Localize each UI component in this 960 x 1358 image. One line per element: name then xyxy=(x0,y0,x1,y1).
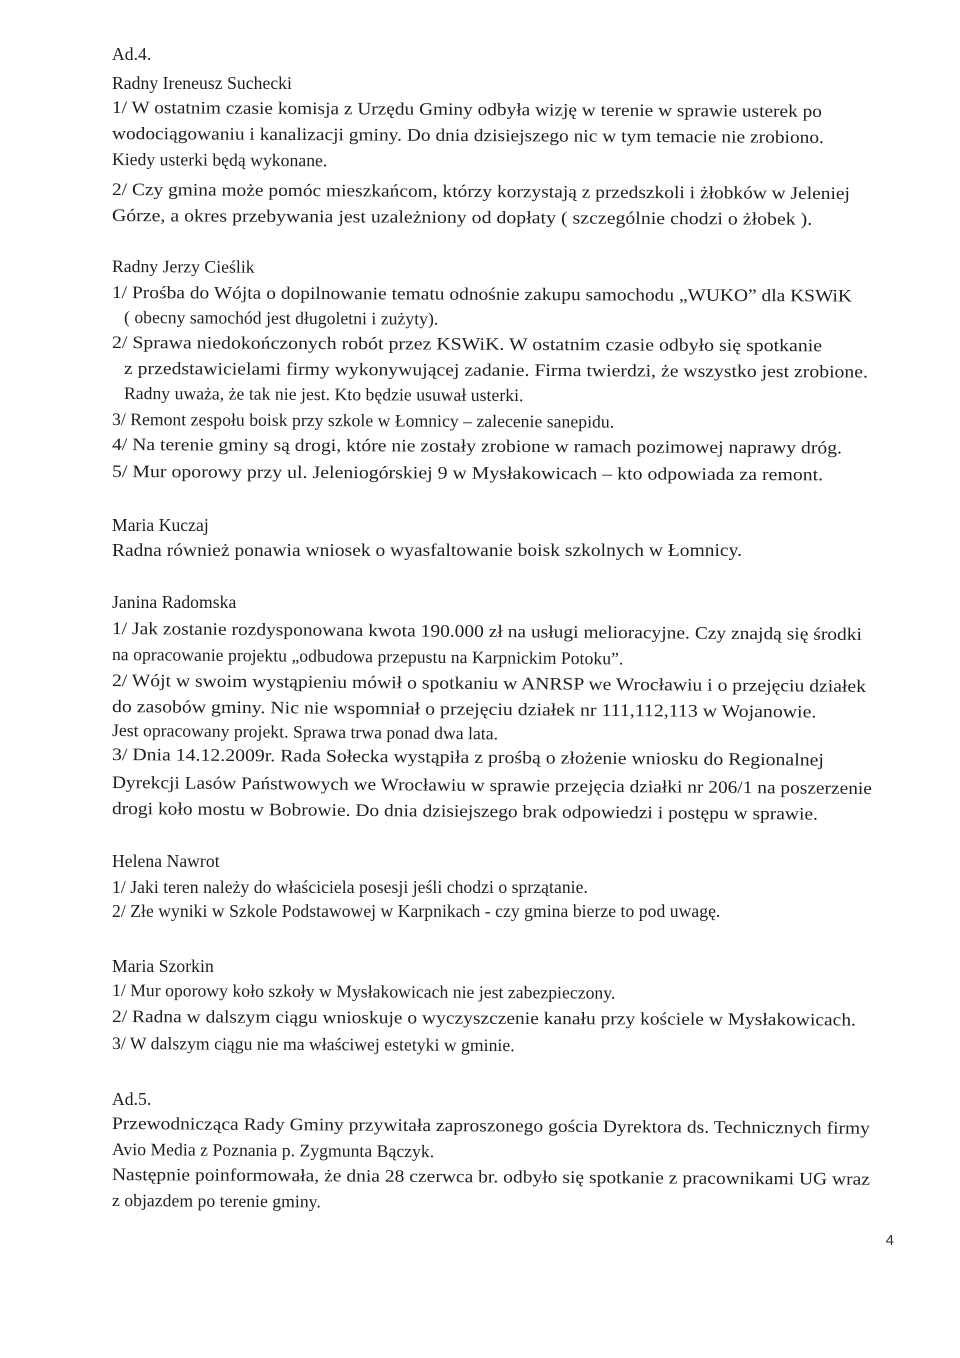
councillor-name: Radny Ireneusz Suchecki xyxy=(112,73,292,93)
text-line: 1/ Prośba do Wójta o dopilnowanie tematu odnośnie zakupu samochodu „WUKO” dla KSWiK xyxy=(111,282,853,306)
text-line: 2/ Czy gmina może pomóc mieszkańcom, którzy korzystają z przedszkoli i żłobków w Jeleniej xyxy=(111,179,851,204)
text-line: 3/ Dnia 14.12.2009r. Rada Sołecka wystąpiła z prośbą o złożenie wniosku do Regionalnej xyxy=(111,744,825,770)
text-line: 5/ Mur oporowy przy ul. Jeleniogórskiej 9 w Mysłakowicach – kto odpowiada za remont. xyxy=(111,461,824,485)
text-line: 3/ Remont zespołu boisk przy szkole w Łomnicy – zalecenie sanepidu. xyxy=(111,409,615,432)
councillor-name: Helena Nawrot xyxy=(112,851,220,871)
councillor-name: Maria Kuczaj xyxy=(112,515,209,535)
text-line: 1/ Jak zostanie rozdysponowana kwota 190.000 zł na usługi melioracyjne. Czy znajdą się środki xyxy=(111,618,863,644)
text-line: do zasobów gminy. Nic nie wspomniał o przejęciu działek nr 111,112,113 w Wojanowie. xyxy=(111,696,817,722)
text-line: 1/ Mur oporowy koło szkoły w Mysłakowicach nie jest zabezpieczony. xyxy=(111,980,616,1003)
text-line: z przedstawicielami firmy wykonywującej zadanie. Firma twierdzi, że wszystko jest zrobione. xyxy=(123,358,869,382)
text-line: Kiedy usterki będą wykonane. xyxy=(111,149,328,171)
text-line: 2/ Sprawa niedokończonych robót przez KSWiK. W ostatnim czasie odbyło się spotkanie xyxy=(111,332,823,356)
text-line: z objazdem po terenie gminy. xyxy=(111,1190,321,1212)
text-line: Dyrekcji Lasów Państwowych we Wrocławiu w sprawie przejęcia działki nr 206/1 na poszerzenie xyxy=(111,772,873,799)
text-line: Avio Media z Poznania p. Zygmunta Bączyk. xyxy=(111,1139,435,1162)
text-line: 1/ Jaki teren należy do właściciela posesji jeśli chodzi o sprzątanie. xyxy=(112,877,588,897)
councillor-name: Janina Radomska xyxy=(112,592,237,612)
councillor-name: Radny Jerzy Cieślik xyxy=(111,256,255,277)
text-line: drogi koło mostu w Bobrowie. Do dnia dzisiejszego brak odpowiedzi i postępu w sprawie. xyxy=(111,798,819,824)
ad-heading: Ad.4. xyxy=(112,44,152,64)
text-line: 2/ Radna w dalszym ciągu wnioskuje o wyczyszczenie kanału przy kościele w Mysłakowicach. xyxy=(111,1006,857,1030)
councillor-name: Maria Szorkin xyxy=(112,956,214,976)
text-line: Radna również ponawia wniosek o wyasfaltowanie boisk szkolnych w Łomnicy. xyxy=(112,540,742,560)
text-line: wodociągowaniu i kanalizacji gminy. Do dnia dzisiejszego nic w tym temacie nie zrobiono. xyxy=(111,123,825,147)
text-line: 1/ W ostatnim czasie komisja z Urzędu Gminy odbyła wizję w terenie w sprawie usterek po xyxy=(111,97,823,121)
text-line: na opracowanie projektu „odbudowa przepustu na Karpnickim Potoku”. xyxy=(111,644,624,669)
text-line: Przewodnicząca Rady Gminy przywitała zaproszonego gościa Dyrektora ds. Technicznych firmy xyxy=(111,1113,871,1138)
page-number: 4 xyxy=(885,1232,894,1249)
text-line: 2/ Złe wyniki w Szkole Podstawowej w Karpnikach - czy gmina bierze to pod uwagę. xyxy=(112,901,721,921)
ad-heading: Ad.5. xyxy=(112,1089,152,1109)
text-line: Radny uważa, że tak nie jest. Kto będzie usuwał usterki. xyxy=(123,383,524,406)
text-line: Górze, a okres przebywania jest uzależniony od dopłaty ( szczególnie chodzi o żłobek ). xyxy=(111,205,813,229)
text-line: Jest opracowany projekt. Sprawa trwa ponad dwa lata. xyxy=(111,720,499,744)
text-line: 2/ Wójt w swoim wystąpieniu mówił o spotkaniu w ANRSP we Wrocławiu i o przejęciu działek xyxy=(111,670,867,696)
text-line: 3/ W dalszym ciągu nie ma właściwej estetyki w gminie. xyxy=(111,1033,515,1056)
text-line: Następnie poinformowała, że dnia 28 czerwca br. odbyło się spotkanie z pracownikami UG wraz xyxy=(111,1164,871,1189)
text-line: ( obecny samochód jest długoletni i zużyty). xyxy=(123,307,439,329)
text-line: 4/ Na terenie gminy są drogi, które nie zostały zrobione w ramach pozimowej naprawy dróg. xyxy=(111,434,843,458)
